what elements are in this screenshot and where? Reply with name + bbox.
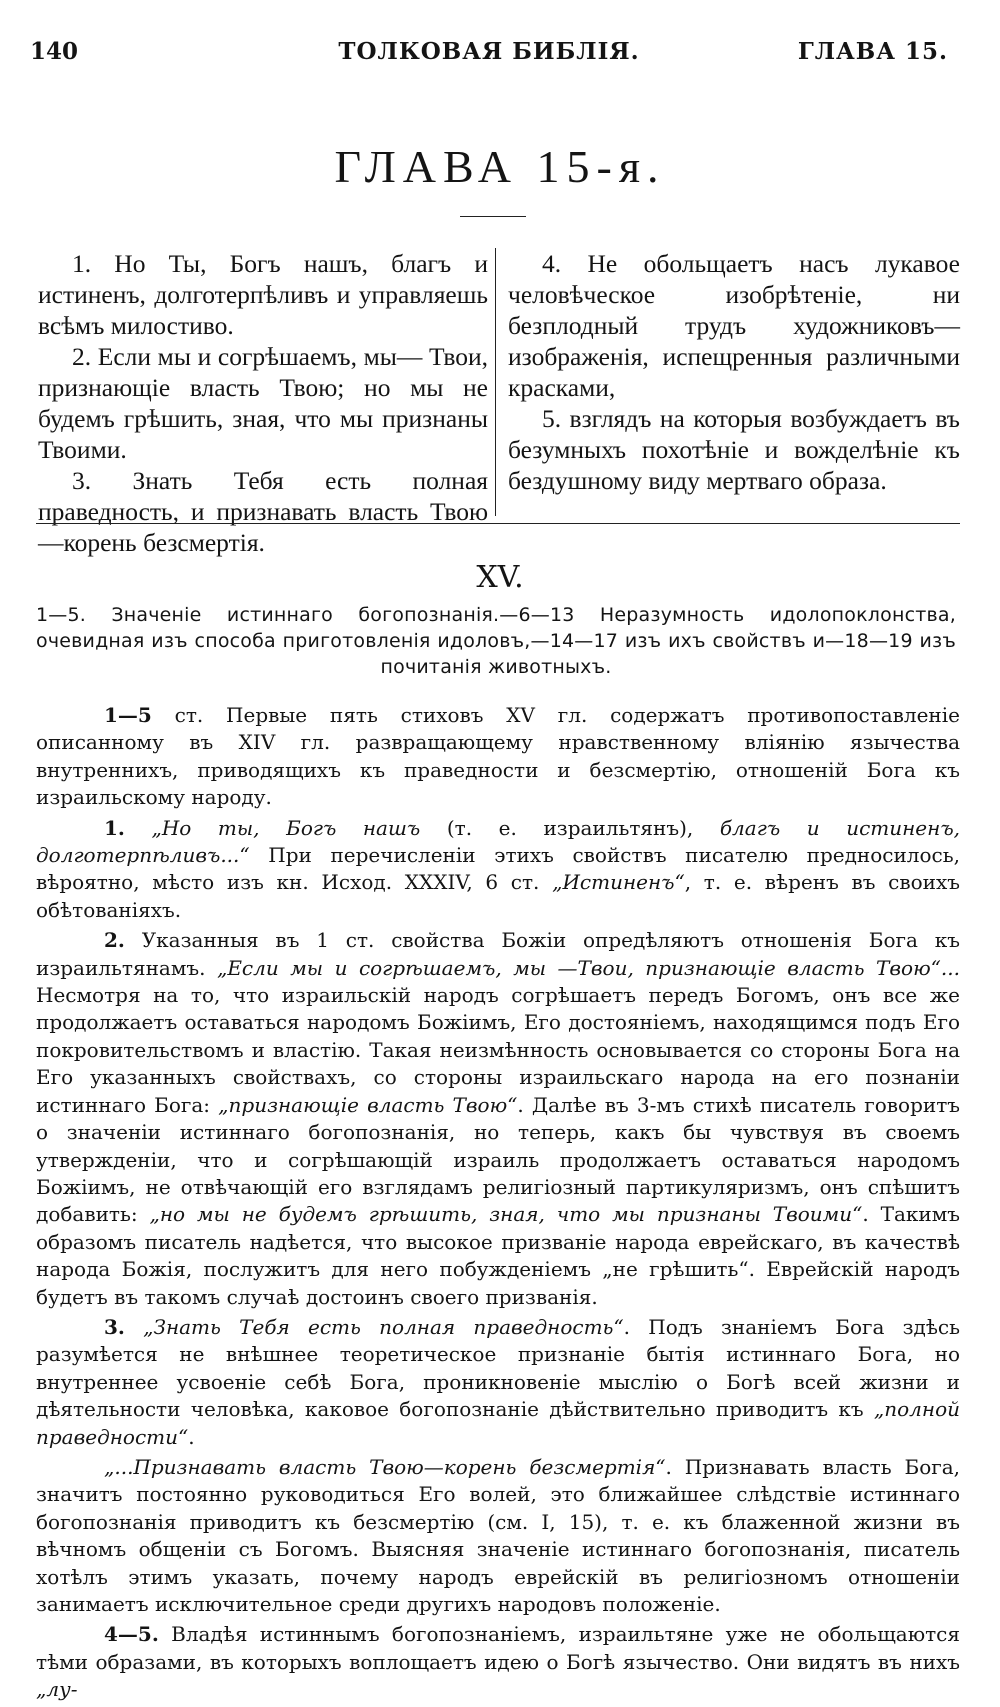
- verse-ref: 3.: [104, 1314, 125, 1339]
- commentary-text: „...Признавать власть Твою—корень безсмертія“. Признавать власть Бога, значитъ постоянно руководиться Его волей, это ближайшее слѣдствіе истиннаго богопознанія приводитъ къ безсмертію (см. I, 15), т. е. къ блаженной жизни въ вѣчномъ общеніи съ Богомъ. Выясняя значеніе истиннаго богопознанія, писатель хотѣлъ этимъ указать, почему народъ еврейскій въ религіозномъ отношеніи занимаетъ исключительное среди другихъ народовъ положеніе.: [36, 1454, 960, 1616]
- commentary-text: „Знать Тебя есть полная праведность“. Подъ знаніемъ Бога здѣсь разумѣется не внѣшнее теоретическое признаніе бытія истиннаго Бога, но внутреннее усвоеніе себѣ Бога, проникновеніе мыслію о Богѣ всей жизни и дѣятельности человѣка, каковое богопознаніе дѣйствительно приводитъ къ „полной праведности“.: [36, 1314, 961, 1449]
- verse-ref: 1.: [104, 815, 125, 840]
- commentary-text: Указанныя въ 1 ст. свойства Божіи опредѣляютъ отношенія Бога къ израильтянамъ. „Если мы и согрѣшаемъ, мы —Твои, признающіе власть Твою“... Несмотря на то, что израильскій народъ согрѣшаетъ передъ Богомъ, онъ все же продолжаетъ оставаться народомъ Божіимъ, Его достояніемъ, находящимся подъ Его покровительствомъ и властію. Такая неизмѣнность основывается со стороны Бога на Его указанныхъ свойствахъ, со стороны израильскаго народа на его познаніи истиннаго Бога: „признающіе власть Твою“. Далѣе въ 3-мъ стихѣ писатель говоритъ о значеніи истиннаго богопознанія, но теперь, какъ бы чувствуя въ своемъ утвержденіи, что и согрѣшающій израиль продолжаетъ оставаться народомъ Божіимъ, не отвѣчающій его взглядамъ религіозный партикуляризмъ, онъ спѣшитъ добавить: „но мы не будемъ грѣшить, зная, что мы признаны Твоими“. Такимъ образомъ писатель надѣется, что высокое призваніе народа еврейскаго, въ качествѣ народа Божія, послужитъ для него побужденіемъ „не грѣшить“. Еврейскій народъ будетъ въ такомъ случаѣ достоинъ своего призванія.: [36, 928, 961, 1309]
- chapter-title: ГЛАВА 15-я.: [334, 141, 666, 192]
- commentary-paragraph: [36, 1314, 960, 1451]
- verse-column-left: [38, 248, 488, 558]
- commentary-paragraph: [36, 927, 960, 1311]
- verse-1: 1. Но Ты, Богъ нашъ, благъ и истиненъ, долготерпѣливъ и управляешь всѣмъ милостиво.: [38, 249, 488, 340]
- column-divider: [495, 248, 496, 516]
- verse-ref: 4—5.: [104, 1622, 159, 1647]
- running-chapter: ГЛАВА 15.: [797, 38, 948, 65]
- commentary-text: Владѣя истиннымъ богопознаніемъ, израильтяне уже не обольщаются тѣми образами, въ которыхъ воплощаетъ идею о Богѣ язычество. Они видятъ въ нихъ „лу-: [36, 1622, 960, 1702]
- verse-columns: [38, 248, 960, 557]
- running-head: [30, 38, 948, 72]
- commentary-paragraph: [36, 1454, 960, 1618]
- verse-3: 3. Знать Тебя есть полная праведность, и признавать власть Твою —корень безсмертія.: [38, 466, 488, 557]
- book-title: ТОЛКОВАЯ БИБЛІЯ.: [338, 38, 640, 65]
- page-number: 140: [30, 38, 79, 65]
- commentary-text: „Но ты, Богъ нашъ (т. е. израильтянъ), благъ и истиненъ, долготерпѣливъ...“ При перечисленіи этихъ свойствъ писателю предносилось, вѣроятно, мѣсто изъ кн. Исход. XXXIV, 6 ст. „Истиненъ“, т. е. вѣренъ въ своихъ обѣтованіяхъ.: [36, 815, 961, 922]
- commentary: [36, 702, 960, 1707]
- verse-5: 5. взглядъ на которыя возбуждаетъ въ безумныхъ похотѣніе и вожделѣніе къ бездушному виду мертваго образа.: [508, 404, 960, 495]
- commentary-paragraph: [36, 815, 960, 925]
- commentary-text: ст. Первые пять стиховъ XV гл. содержатъ противопоставленіе описанному въ XIV гл. развращающему нравственному вліянію язычества внутреннихъ, приводящихъ къ праведности и безсмертію, отношеній Бога къ израильскому народу.: [36, 703, 960, 810]
- commentary-paragraph: [36, 1621, 960, 1703]
- verse-column-right: [508, 248, 960, 496]
- title-rule: [460, 216, 526, 217]
- section-rule: [36, 523, 960, 524]
- section-number: XV.: [476, 560, 524, 595]
- verse-ref: 2.: [104, 928, 125, 953]
- section-summary: 1—5. Значеніе истиннаго богопознанія.—6—13 Неразумность идолопоклонства, очевидная изъ способа приготовленія идоловъ,—14—17 изъ ихъ свойствъ и—18—19 изъ почитанія животныхъ.: [36, 604, 956, 678]
- verse-2: 2. Если мы и согрѣшаемъ, мы— Твои, признающіе власть Твою; но мы не будемъ грѣшить, зная, что мы признаны Твоими.: [38, 342, 488, 464]
- commentary-paragraph: [36, 702, 960, 812]
- verse-ref: 1—5: [104, 703, 152, 727]
- verse-4: 4. Не обольщаетъ насъ лукавое человѣческое изобрѣтеніе, ни безплодный трудъ художниковъ—изображенія, испещренныя различными красками,: [508, 249, 960, 402]
